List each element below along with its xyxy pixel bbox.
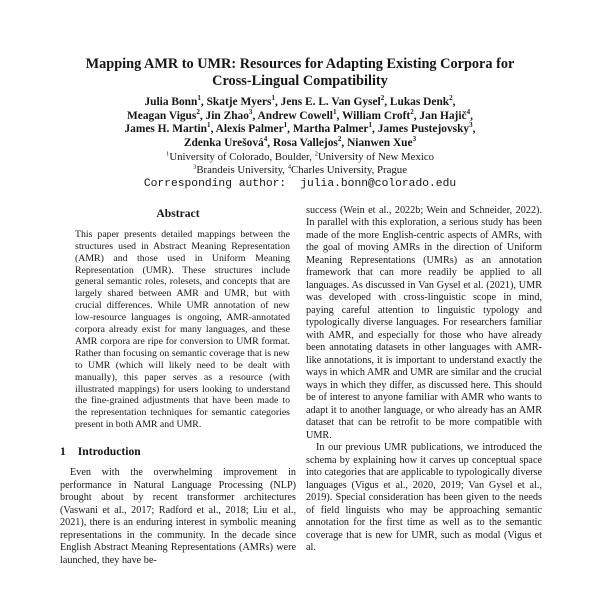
right-column: [306, 205, 542, 567]
author-line: Zdenka Urešová$^4$, Rosa Vallejos$^2$, Nianwen Xue$^3$: [183, 134, 417, 149]
section-number: 1: [60, 445, 66, 459]
body-paragraph-2: In our previous UMR publications, we introduced the schema by explaining how it carves up conceptual space into categories that are applicable to typologically diverse languages (Vigus et al., 2020, 2019; Van Gysel et al., 2019). Special consideration has been given to the needs of field linguists who may be approaching semantic annotation for the first time as well as to the semantic coverage that is new for UMR, such as modal (Vigus et al.: [306, 442, 542, 554]
two-column-body: [0, 205, 600, 567]
corresponding-author: [0, 178, 600, 191]
author-block: [0, 96, 600, 150]
affiliation-line: $^1$University of Colorado, Boulder, $^2$University of New Mexico: [165, 150, 435, 164]
section-title: Introduction: [77, 445, 141, 459]
author-line: Meagan Vigus$^2$, Jin Zhao$^3$, Andrew Cowell$^1$, William Croft$^2$, Jan Hajič$^4$,: [127, 107, 473, 122]
author-line: Julia Bonn$^1$, Skatje Myers$^1$, Jens E. L. Van Gysel$^2$, Lukas Denk$^2$,: [144, 94, 456, 108]
intro-paragraph: Even with the overwhelming improvement in performance in Natural Language Processing (NLP) brought about by recent transformer architectures (Vaswani et al., 2017; Radford et al., 2018; Liu et al., 2021), there is an enduring interest in symbolic meaning representations in the community. In the decade since English Abstract Meaning Representations (AMRs) were launched, they have be-: [60, 467, 296, 566]
left-column: [60, 205, 296, 567]
author-line: James H. Martin$^1$, Alexis Palmer$^1$, Martha Palmer$^1$, James Pustejovsky$^3$,: [124, 121, 476, 136]
affiliation-line: $^3$Brandeis University, $^4$Charles University, Prague: [193, 162, 407, 176]
body-paragraph-1: success (Wein et al., 2022b; Wein and Schneider, 2022). In parallel with this exploration, a serious study has been made of the more English-centric aspects of AMRs, with the goal of moving AMRs in the direction of Uniform Meaning Representations (UMRs) as an annotation framework that can more readily be applied to all languages. As discussed in Van Gysel et al. (2021), UMR was developed with cross-linguistic scope in mind, paying careful attention to linguistic typology and typologically diverse languages. For researchers familiar with AMR, and especially for those who have already been annotating datasets in other languages with AMR-like annotations, it is important to understand exactly the ways in which AMR and UMR are similar and the crucial ways in which they differ, as discussed here. This should be of interest to anyone familiar with AMR who wants to adapt it to another language, or who already has an AMR dataset that can be retrofit to be more compatible with UMR.: [306, 204, 542, 441]
affiliation-block: [0, 151, 600, 175]
introduction-heading: [60, 445, 296, 458]
abstract-text: This paper presents detailed mappings between the structures used in Abstract Meaning Representation (AMR) and those used in Uniform Meaning Representation (UMR). These structures include general semantic roles, rolesets, and concepts that are largely shared between AMR and UMR, but with crucial differences. While UMR annotation of new low-resource languages is ongoing, AMR-annotated corpora already exist for many languages, and these AMR corpora are ripe for conversion to UMR format. Rather than focusing on semantic coverage that is new to UMR (which will likely need to be dealt with manually), this paper serves as a resource (with illustrated mappings) for users looking to understand the fine-grained adjustments that have been made to the representation techniques for semantic categories present in both AMR and UMR.: [75, 228, 290, 431]
corresponding-author-label: Corresponding author:: [143, 177, 287, 190]
corresponding-author-email: julia.bonn@colorado.edu: [300, 177, 457, 190]
paper-title: Mapping AMR to UMR: Resources for Adapting Existing Corpora for Cross-Lingual Compatibility: [85, 56, 515, 89]
abstract-heading: Abstract: [156, 206, 200, 220]
